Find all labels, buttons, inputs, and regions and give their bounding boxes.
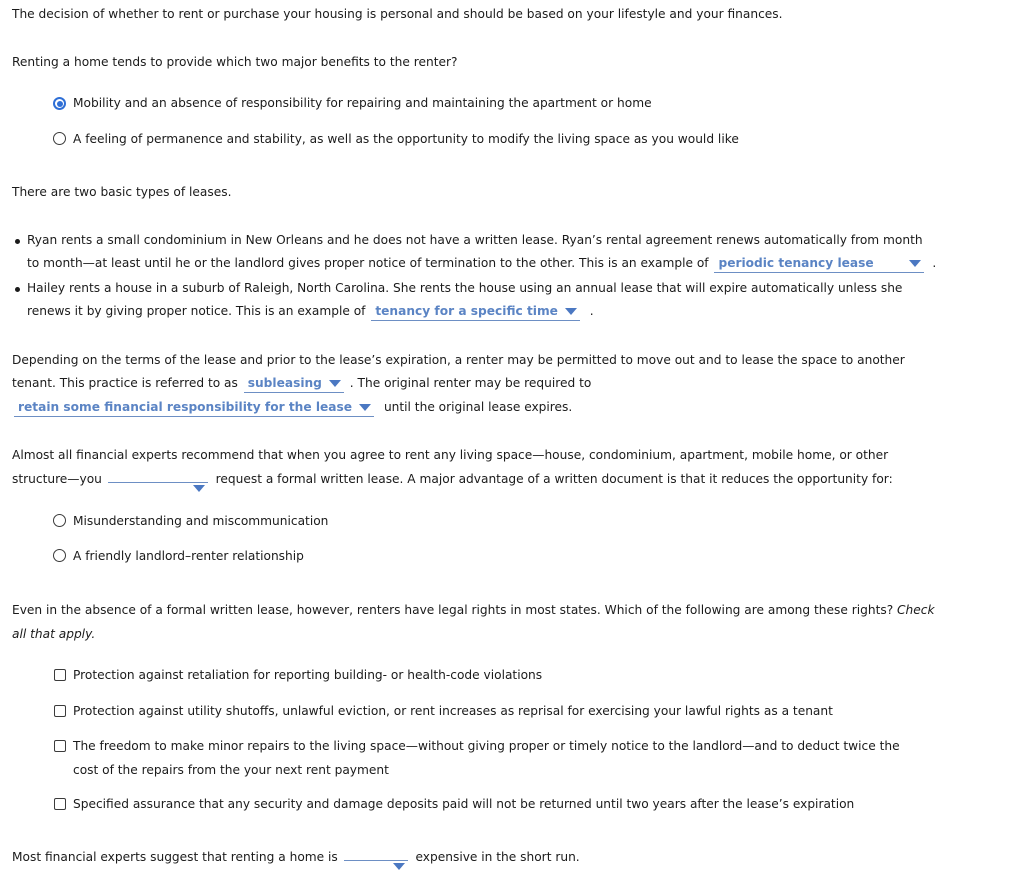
q1-option-2-label[interactable]: A feeling of permanence and stability, as well as the opportunity to modify the living space as you would like	[73, 132, 739, 146]
q1-option-2-radio[interactable]	[53, 132, 66, 145]
rights-option-3-label-line-1[interactable]: The freedom to make minor repairs to the living space—without giving proper or timely notice to the landlord—and to deduct twice the	[73, 739, 900, 753]
bullet-1-text: to month—at least until he or the landlord gives proper notice of termination to the other. This is an example of	[27, 256, 709, 270]
written-text-pre: structure—you	[12, 472, 102, 486]
bullet-1-line-2	[27, 256, 936, 273]
rights-option-2-checkbox[interactable]	[54, 705, 66, 717]
rights-option-1-checkbox[interactable]	[54, 669, 66, 681]
bullet-1-period: .	[932, 256, 937, 270]
rights-line-1	[12, 603, 935, 617]
bullet-1	[15, 239, 20, 244]
rights-prompt: Even in the absence of a formal written lease, however, renters have legal rights in most states. Which of the following are among these rights?	[12, 603, 894, 617]
sublease-line-1: Depending on the terms of the lease and prior to the lease’s expiration, a renter may be permitted to move out and to lease the space to another	[12, 353, 905, 367]
check-all-instruction-2: all that apply.	[12, 627, 96, 641]
q2-option-2-label[interactable]: A friendly landlord–renter relationship	[73, 549, 304, 563]
rights-option-1-label[interactable]: Protection against retaliation for reporting building- or health-code violations	[73, 668, 543, 682]
q2-option-1-radio[interactable]	[53, 514, 66, 527]
rights-line-2	[12, 627, 95, 641]
rights-option-4-checkbox[interactable]	[54, 798, 66, 810]
chevron-down-icon	[329, 380, 341, 387]
bullet-2-line-2	[27, 304, 594, 321]
chevron-down-icon	[565, 308, 577, 315]
bullet-2	[15, 287, 20, 292]
lease-type-dropdown-1[interactable]	[714, 256, 924, 273]
responsibility-dropdown-value: retain some financial responsibility for the lease	[18, 400, 353, 414]
written-line-2	[12, 472, 893, 486]
sublease-text-post: . The original renter may be required to	[349, 376, 592, 390]
intro-text: The decision of whether to rent or purchase your housing is personal and should be based on your lifestyle and your finances.	[12, 7, 783, 21]
sublease-term-dropdown-value: subleasing	[247, 376, 322, 390]
bullet-2-text: renews it by giving proper notice. This is an example of	[27, 304, 366, 318]
rights-option-2-label[interactable]: Protection against utility shutoffs, unlawful eviction, or rent increases as reprisal for exercising your lawful rights as a tenant	[73, 704, 833, 718]
sublease-text-pre: tenant. This practice is referred to as	[12, 376, 238, 390]
expense-dropdown[interactable]	[344, 859, 408, 861]
final-text-pre: Most financial experts suggest that renting a home is	[12, 850, 338, 864]
q1-prompt: Renting a home tends to provide which two major benefits to the renter?	[12, 55, 458, 69]
written-line-1: Almost all financial experts recommend that when you agree to rent any living space—house, condominium, apartment, mobile home, or other	[12, 448, 889, 462]
q1-option-1-radio[interactable]	[53, 97, 66, 110]
chevron-down-icon	[359, 404, 371, 411]
lease-type-dropdown-2-value: tenancy for a specific time	[375, 304, 558, 318]
bullet-2-period: .	[589, 304, 594, 318]
bullet-1-line-1: Ryan rents a small condominium in New Orleans and he does not have a written lease. Ryan’s rental agreement renews automatically from month	[27, 233, 923, 247]
q1-option-1-label[interactable]: Mobility and an absence of responsibility for repairing and maintaining the apartment or home	[73, 96, 652, 110]
rights-option-3-label-line-2[interactable]: cost of the repairs from the your next rent payment	[73, 763, 389, 777]
check-all-instruction-1: Check	[897, 603, 935, 617]
final-line	[12, 850, 580, 864]
rights-option-4-label[interactable]: Specified assurance that any security and damage deposits paid will not be returned until two years after the lease’s expiration	[73, 797, 855, 811]
bullet-2-line-1: Hailey rents a house in a suburb of Raleigh, North Carolina. She rents the house using an annual lease that will expire automatically unless she	[27, 281, 903, 295]
sublease-line-3-text: until the original lease expires.	[383, 400, 573, 414]
should-dropdown[interactable]	[108, 481, 208, 483]
chevron-down-icon	[193, 485, 205, 492]
final-text-post: expensive in the short run.	[415, 850, 580, 864]
sublease-line-2	[12, 376, 591, 393]
lease-type-dropdown-1-value: periodic tenancy lease	[718, 256, 874, 270]
q2-option-1-label[interactable]: Misunderstanding and miscommunication	[73, 514, 329, 528]
lease-type-dropdown-2[interactable]	[371, 304, 580, 321]
leases-heading: There are two basic types of leases.	[12, 185, 232, 199]
written-text-post: request a formal written lease. A major advantage of a written document is that it reduces the opportunity for:	[215, 472, 893, 486]
chevron-down-icon	[909, 260, 921, 267]
sublease-line-3	[14, 400, 572, 417]
chevron-down-icon	[393, 863, 405, 870]
sublease-term-dropdown[interactable]	[244, 376, 344, 393]
responsibility-dropdown[interactable]	[14, 400, 374, 417]
rights-option-3-checkbox[interactable]	[54, 740, 66, 752]
q2-option-2-radio[interactable]	[53, 549, 66, 562]
